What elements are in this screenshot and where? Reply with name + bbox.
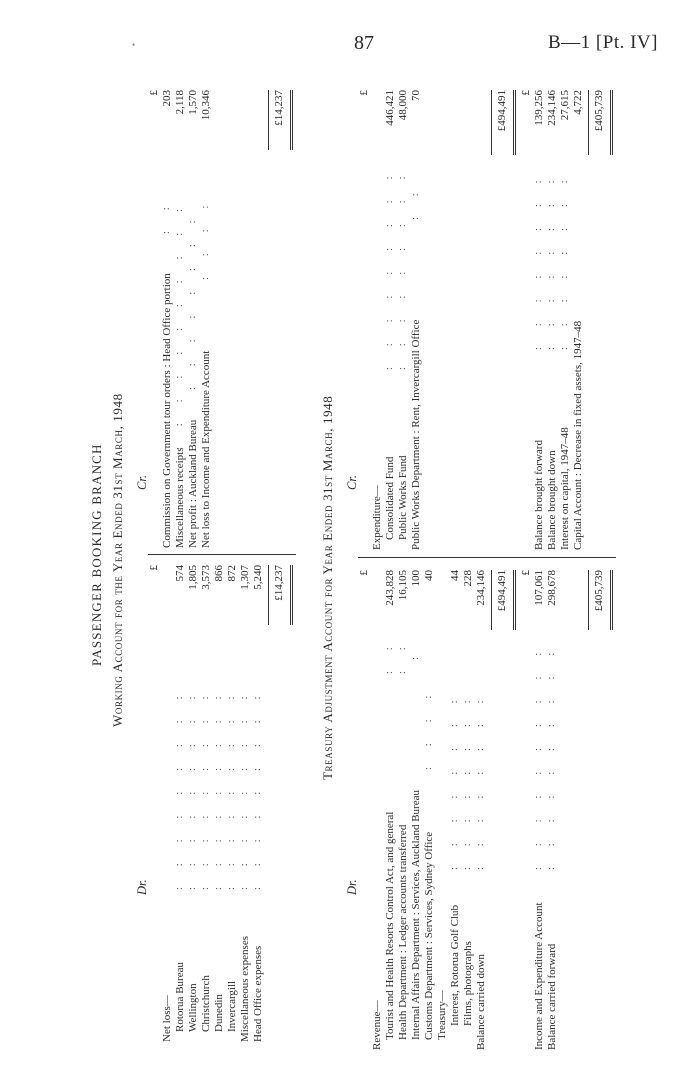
treasury-dr-label: Tourist and Health Resorts Control Act, and general [384, 811, 396, 1040]
treasury-cr-total-2: £405,739 [593, 90, 605, 132]
treasury-cr-amount: 70 [410, 90, 422, 101]
working-cr-total: £14,237 [273, 90, 285, 126]
total-rule [612, 570, 613, 630]
document-reference: B—1 [Pt. IV] [548, 32, 658, 53]
total-rule [491, 570, 492, 630]
leader-dots: : : : : : : : : [461, 691, 473, 870]
page-number: 87 [354, 32, 374, 54]
leader-dots: : : [409, 184, 421, 220]
leader-dots: : : : : [422, 686, 434, 770]
working-dr-amount: 574 [174, 565, 186, 582]
working-cr-amount: 10,346 [200, 90, 212, 121]
working-dr-label: Miscellaneous expenses [239, 936, 251, 1042]
treasury-dr-currency: £ [358, 570, 370, 576]
working-cr-label: Net profit : Auckland Bureau [187, 419, 199, 548]
treasury-cr-amount: 4,722 [572, 90, 584, 115]
leader-dots: : : : : : : : : : : [545, 643, 557, 870]
treasury-cr-label: Public Works Fund [397, 455, 409, 540]
treasury-dr-label: Internal Affairs Department : Services, Auckland Bureau [410, 790, 422, 1040]
total-rule [588, 570, 589, 630]
working-dr-heading: Dr. [135, 879, 149, 895]
working-cr-amount: 2,118 [174, 90, 186, 115]
treasury-cr-label: Capital Account : Decrease in fixed assets, 1947–48 [572, 320, 584, 550]
treasury-dr-label: Balance carried forward [546, 943, 558, 1050]
leader-dots: : : : : : : : : : [212, 687, 224, 890]
working-dr-label: Christchurch [200, 975, 212, 1032]
speck-mark: • [132, 40, 136, 50]
column-divider [358, 557, 616, 558]
total-rule [610, 90, 611, 155]
treasury-dr-label: Revenue— [371, 1000, 383, 1050]
working-cr-label: Commission on Government tour orders : Head Office portion [161, 273, 173, 548]
leader-dots: : : : : : : : : : [238, 687, 250, 890]
leader-dots: : : : : : : : : : [251, 687, 263, 890]
treasury-dr-label: Health Department : Ledger accounts transferred [397, 824, 409, 1040]
leader-dots: : : : : : : : : : : [532, 643, 544, 870]
treasury-cr-currency-2: £ [520, 90, 532, 96]
treasury-cr-label: Balance brought forward [533, 440, 545, 550]
working-cr-amount: 203 [161, 90, 173, 107]
branch-title: PASSENGER BOOKING BRANCH [89, 443, 104, 666]
total-rule [513, 90, 514, 155]
treasury-cr-amount: 446,421 [384, 90, 396, 126]
treasury-dr-label: Interest, Rotorua Golf Club [449, 905, 461, 1026]
leader-dots: : : [160, 198, 172, 234]
treasury-cr-label: Expenditure— [371, 485, 383, 550]
treasury-cr-label: Interest on capital, 1947–48 [559, 427, 571, 550]
working-dr-label: Wellington [187, 983, 199, 1032]
treasury-dr-label: Films, photographs [462, 941, 474, 1026]
leader-dots: : : : : : : : : : [396, 167, 408, 370]
treasury-dr-currency-2: £ [520, 570, 532, 576]
total-rule [610, 570, 611, 630]
total-rule [612, 90, 613, 155]
treasury-cr-amount: 48,000 [397, 90, 409, 121]
total-rule [292, 565, 293, 625]
treasury-dr-amount: 16,105 [397, 570, 409, 601]
working-dr-label: Net loss— [161, 995, 173, 1042]
leader-dots: : : : : : : : : [532, 171, 544, 350]
treasury-dr-amount: 100 [410, 570, 422, 587]
treasury-dr-total-2: £405,739 [593, 570, 605, 612]
leader-dots: : : : : : : : : [448, 691, 460, 870]
total-rule [290, 565, 291, 625]
working-dr-label: Dunedin [213, 994, 225, 1032]
working-cr-label: Miscellaneous receipts [174, 447, 186, 548]
working-account-title: Working Account for the Year Ended 31st March, 1948 [110, 393, 125, 727]
working-dr-amount: 1,805 [187, 565, 199, 590]
total-rule [588, 90, 589, 155]
total-rule [268, 90, 269, 150]
leader-dots: : : : : : : : : [545, 171, 557, 350]
treasury-dr-label: Income and Expenditure Account [533, 902, 545, 1050]
total-rule [268, 565, 269, 625]
working-dr-label: Invercargill [226, 980, 238, 1032]
working-dr-amount: 3,573 [200, 565, 212, 590]
treasury-cr-label: Consolidated Fund [384, 456, 396, 540]
treasury-dr-label: Customs Department : Services, Sydney Office [423, 831, 435, 1040]
treasury-cr-currency: £ [358, 90, 370, 96]
treasury-cr-heading: Cr. [345, 475, 359, 490]
treasury-dr-label: Treasury— [436, 990, 448, 1040]
treasury-dr-amount: 243,828 [384, 570, 396, 606]
total-rule [515, 570, 516, 630]
leader-dots: : : : : : : : : : : : [173, 199, 185, 450]
working-dr-amount: 866 [213, 565, 225, 582]
working-dr-total: £14,237 [273, 565, 285, 601]
treasury-cr-label: Balance brought down [546, 450, 558, 550]
total-rule [515, 90, 516, 155]
working-dr-label: Rotorua Bureau [174, 962, 186, 1032]
working-cr-amount: 1,570 [187, 90, 199, 115]
working-cr-label: Net loss to Income and Expenditure Account [200, 350, 212, 548]
leader-dots: : : [383, 638, 395, 674]
treasury-cr-label: Public Works Department : Rent, Invercargill Office [410, 319, 422, 550]
total-rule [513, 570, 514, 630]
working-dr-amount: 5,240 [252, 565, 264, 590]
leader-dots: : : : : : : : : : [173, 687, 185, 890]
treasury-account-title: Treasury Adjustment Account for Year Ended 31st March, 1948 [320, 395, 335, 780]
treasury-dr-amount: 234,146 [475, 570, 487, 606]
treasury-cr-amount: 234,146 [546, 90, 558, 126]
treasury-cr-total: £494,491 [496, 90, 508, 132]
leader-dots: : : [396, 638, 408, 674]
treasury-dr-amount: 40 [423, 570, 435, 581]
total-rule [290, 90, 291, 150]
leader-dots: : : : : : : : : : [186, 687, 198, 890]
leader-dots: : : : : : : : : : [199, 687, 211, 890]
leader-dots: : : : : : : : : [474, 691, 486, 870]
leader-dots: : : : : [199, 196, 211, 280]
working-cr-heading: Cr. [135, 475, 149, 490]
working-cr-currency: £ [148, 90, 160, 96]
leader-dots: : : : : : : : : : [225, 687, 237, 890]
leader-dots: : [409, 647, 421, 660]
treasury-cr-amount: 139,256 [533, 90, 545, 126]
treasury-dr-label: Balance carried down [475, 954, 487, 1050]
leader-dots: : : : : : : : : [186, 211, 198, 390]
treasury-dr-total: £494,491 [496, 570, 508, 612]
working-dr-amount: 1,307 [239, 565, 251, 590]
working-dr-currency: £ [148, 565, 160, 571]
treasury-dr-amount: 298,678 [546, 570, 558, 606]
leader-dots: : : : : : : : : : [383, 167, 395, 370]
leader-dots: : : : : : : : : [558, 171, 570, 350]
treasury-cr-amount: 27,615 [559, 90, 571, 121]
treasury-dr-amount: 228 [462, 570, 474, 587]
working-dr-amount: 872 [226, 565, 238, 582]
rotated-accounts-sheet [70, 50, 670, 1070]
working-dr-label: Head Office expenses [252, 945, 264, 1042]
total-rule [491, 90, 492, 155]
treasury-dr-amount: 44 [449, 570, 461, 581]
treasury-dr-amount: 107,061 [533, 570, 545, 606]
total-rule [292, 90, 293, 150]
column-divider [148, 554, 296, 555]
treasury-dr-heading: Dr. [345, 879, 359, 895]
